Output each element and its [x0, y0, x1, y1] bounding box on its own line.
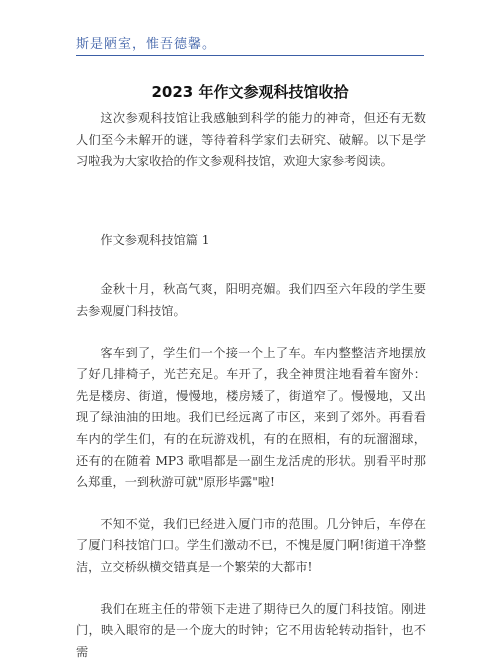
intro-paragraph: 这次参观科技馆让我感触到科学的能力的神奇，但还有无数人们至今未解开的谜，等待着科学家们去研究、破解。以下是学习啦我为大家收拾的作文参观科技馆，欢迎大家参考阅读。 — [76, 108, 426, 173]
body-paragraph: 客车到了，学生们一个接一个上了车。车内整整洁齐地摆放了好几排椅子，光芒充足。车开了，我全神贯注地看着车窗外：先是楼房、街道，慢慢地，楼房矮了，街道窄了。慢慢地，又出现了绿油油的田地。我们已经远离了市区，来到了郊外。再看看车内的学生们，有的在玩游戏机，有的在照相，有的玩溜溜球，还有的在随着 MP3 歌唱都是一副生龙活虎的形状。别看平时那么郑重，一到秋游可就"原形毕露"啦! — [76, 343, 426, 494]
body-paragraph: 金秋十月，秋高气爽，阳明亮媚。我们四至六年段的学生要去参观厦门科技馆。 — [76, 279, 426, 322]
section-heading: 作文参观科技馆篇 1 — [76, 230, 426, 252]
header-motto: 斯是陋室，惟吾德馨。 — [76, 33, 216, 52]
document-body — [76, 108, 426, 663]
document-title: 2023 年作文参观科技馆收拾 — [0, 81, 500, 102]
body-paragraph: 我们在班主任的带领下走进了期待已久的厦门科技馆。刚进门，映入眼帘的是一个庞大的时钟；它不用齿轮转动指针，也不需 — [76, 599, 426, 663]
body-paragraph: 不知不觉，我们已经进入厦门市的范围。几分钟后，车停在了厦门科技馆门口。学生们激动不已，不愧是厦门啊!街道干净整洁，立交桥纵横交错真是一个繁荣的大都市! — [76, 514, 426, 579]
header-divider — [76, 55, 424, 56]
